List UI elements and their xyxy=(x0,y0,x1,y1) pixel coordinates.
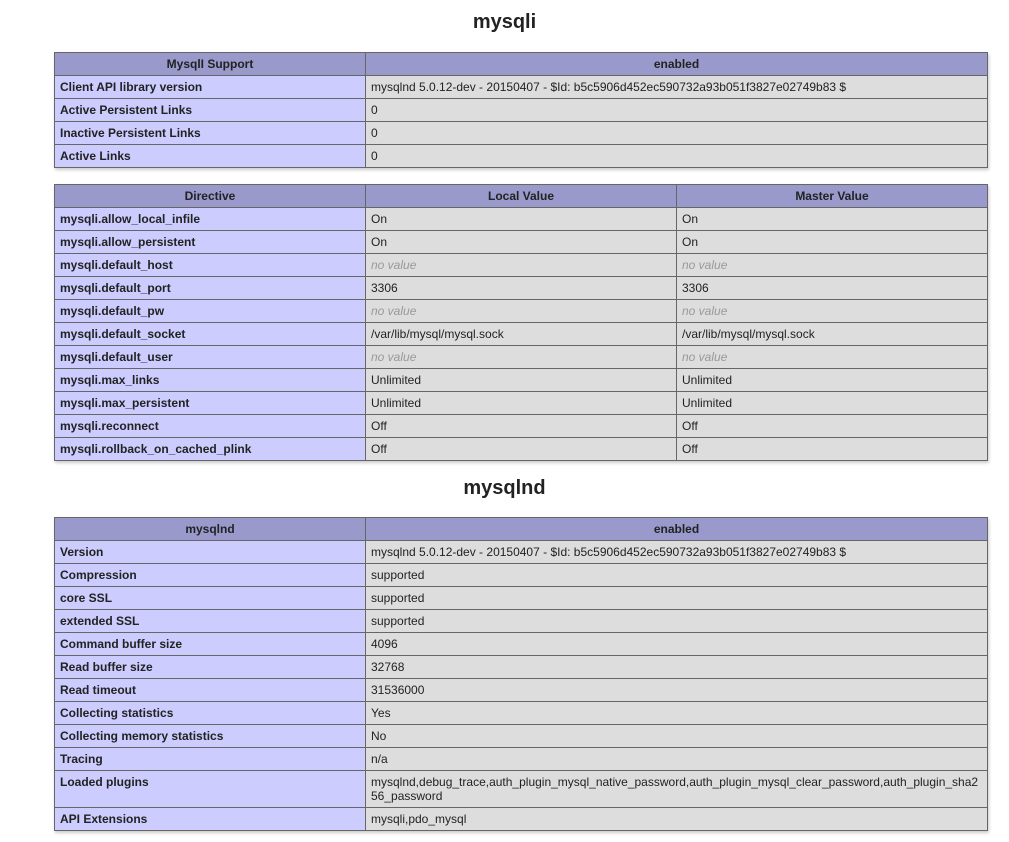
no-value-text: no value xyxy=(371,258,417,272)
column-header: Local Value xyxy=(366,185,677,208)
row-value: mysqli,pdo_mysql xyxy=(366,808,988,831)
mysqli-directives-table xyxy=(54,184,988,461)
table-row xyxy=(55,254,988,277)
table-row xyxy=(55,323,988,346)
row-key: mysqli.allow_persistent xyxy=(55,231,366,254)
row-value xyxy=(366,300,677,323)
table-row xyxy=(55,808,988,831)
row-key: API Extensions xyxy=(55,808,366,831)
row-key: mysqli.max_persistent xyxy=(55,392,366,415)
row-key: Inactive Persistent Links xyxy=(55,122,366,145)
row-value: 4096 xyxy=(366,633,988,656)
table-header-row xyxy=(55,185,988,208)
row-value: 0 xyxy=(366,145,988,168)
table-row xyxy=(55,771,988,808)
column-header: Directive xyxy=(55,185,366,208)
table-row xyxy=(55,587,988,610)
row-key: Read buffer size xyxy=(55,656,366,679)
row-key: Command buffer size xyxy=(55,633,366,656)
table-row xyxy=(55,122,988,145)
row-key: mysqli.rollback_on_cached_plink xyxy=(55,438,366,461)
row-value: supported xyxy=(366,564,988,587)
section-title-mysqlnd: mysqlnd xyxy=(463,477,546,499)
table-row xyxy=(55,208,988,231)
row-key: mysqli.allow_local_infile xyxy=(55,208,366,231)
row-key: Active Links xyxy=(55,145,366,168)
column-header: mysqlnd xyxy=(55,518,366,541)
row-value xyxy=(677,346,988,369)
no-value-text: no value xyxy=(682,304,728,318)
row-value xyxy=(677,254,988,277)
row-key: Client API library version xyxy=(55,76,366,99)
section-title-mysqli: mysqli xyxy=(472,11,537,33)
row-value: On xyxy=(677,208,988,231)
no-value-text: no value xyxy=(371,350,417,364)
table-row xyxy=(55,541,988,564)
row-value: Off xyxy=(677,415,988,438)
row-value: Yes xyxy=(366,702,988,725)
row-value: Unlimited xyxy=(366,369,677,392)
row-key: Loaded plugins xyxy=(55,771,366,808)
table-row xyxy=(55,564,988,587)
table-row xyxy=(55,725,988,748)
row-value: mysqlnd,debug_trace,auth_plugin_mysql_native_password,auth_plugin_mysql_clear_password,auth_plugin_sha256_password xyxy=(366,771,988,808)
column-header: enabled xyxy=(366,53,988,76)
table-row xyxy=(55,702,988,725)
row-value xyxy=(366,254,677,277)
table-row xyxy=(55,369,988,392)
row-key: Compression xyxy=(55,564,366,587)
row-value xyxy=(366,346,677,369)
row-value: Unlimited xyxy=(677,369,988,392)
row-key: Collecting statistics xyxy=(55,702,366,725)
column-header: enabled xyxy=(366,518,988,541)
table-row xyxy=(55,300,988,323)
row-value: Off xyxy=(677,438,988,461)
row-value: On xyxy=(366,231,677,254)
row-key: mysqli.default_user xyxy=(55,346,366,369)
row-value: 0 xyxy=(366,99,988,122)
row-value: 0 xyxy=(366,122,988,145)
mysqli-support-table xyxy=(54,52,988,168)
row-value: Unlimited xyxy=(366,392,677,415)
row-value: 3306 xyxy=(677,277,988,300)
row-value: 31536000 xyxy=(366,679,988,702)
row-key: mysqli.max_links xyxy=(55,369,366,392)
row-key: Tracing xyxy=(55,748,366,771)
row-key: mysqli.default_port xyxy=(55,277,366,300)
table-header-row xyxy=(55,518,988,541)
mysqli-support-table-wrapper xyxy=(54,52,988,168)
row-value: supported xyxy=(366,587,988,610)
no-value-text: no value xyxy=(682,258,728,272)
table-row xyxy=(55,277,988,300)
no-value-text: no value xyxy=(371,304,417,318)
row-key: Active Persistent Links xyxy=(55,99,366,122)
table-row xyxy=(55,679,988,702)
row-value: mysqlnd 5.0.12-dev - 20150407 - $Id: b5c5906d452ec590732a93b051f3827e02749b83 $ xyxy=(366,541,988,564)
mysqlnd-table-wrapper xyxy=(54,517,988,831)
table-row xyxy=(55,748,988,771)
row-value: /var/lib/mysql/mysql.sock xyxy=(366,323,677,346)
table-row xyxy=(55,656,988,679)
row-value: 3306 xyxy=(366,277,677,300)
row-value: Off xyxy=(366,438,677,461)
table-row xyxy=(55,392,988,415)
no-value-text: no value xyxy=(682,350,728,364)
row-value: Off xyxy=(366,415,677,438)
column-header: MysqlI Support xyxy=(55,53,366,76)
row-key: mysqli.reconnect xyxy=(55,415,366,438)
row-key: extended SSL xyxy=(55,610,366,633)
column-header: Master Value xyxy=(677,185,988,208)
row-value: No xyxy=(366,725,988,748)
mysqli-directives-table-wrapper xyxy=(54,184,988,461)
table-row xyxy=(55,633,988,656)
row-value: On xyxy=(677,231,988,254)
table-row xyxy=(55,145,988,168)
table-row xyxy=(55,231,988,254)
table-row xyxy=(55,438,988,461)
table-row xyxy=(55,346,988,369)
table-row xyxy=(55,610,988,633)
table-row xyxy=(55,415,988,438)
table-header-row xyxy=(55,53,988,76)
row-key: Version xyxy=(55,541,366,564)
row-value: n/a xyxy=(366,748,988,771)
row-value: supported xyxy=(366,610,988,633)
table-row xyxy=(55,76,988,99)
row-key: mysqli.default_host xyxy=(55,254,366,277)
row-key: mysqli.default_pw xyxy=(55,300,366,323)
table-row xyxy=(55,99,988,122)
row-key: mysqli.default_socket xyxy=(55,323,366,346)
mysqlnd-table xyxy=(54,517,988,831)
row-key: core SSL xyxy=(55,587,366,610)
row-value: 32768 xyxy=(366,656,988,679)
row-key: Collecting memory statistics xyxy=(55,725,366,748)
row-value: Unlimited xyxy=(677,392,988,415)
row-key: Read timeout xyxy=(55,679,366,702)
row-value: mysqlnd 5.0.12-dev - 20150407 - $Id: b5c5906d452ec590732a93b051f3827e02749b83 $ xyxy=(366,76,988,99)
row-value: On xyxy=(366,208,677,231)
row-value xyxy=(677,300,988,323)
row-value: /var/lib/mysql/mysql.sock xyxy=(677,323,988,346)
